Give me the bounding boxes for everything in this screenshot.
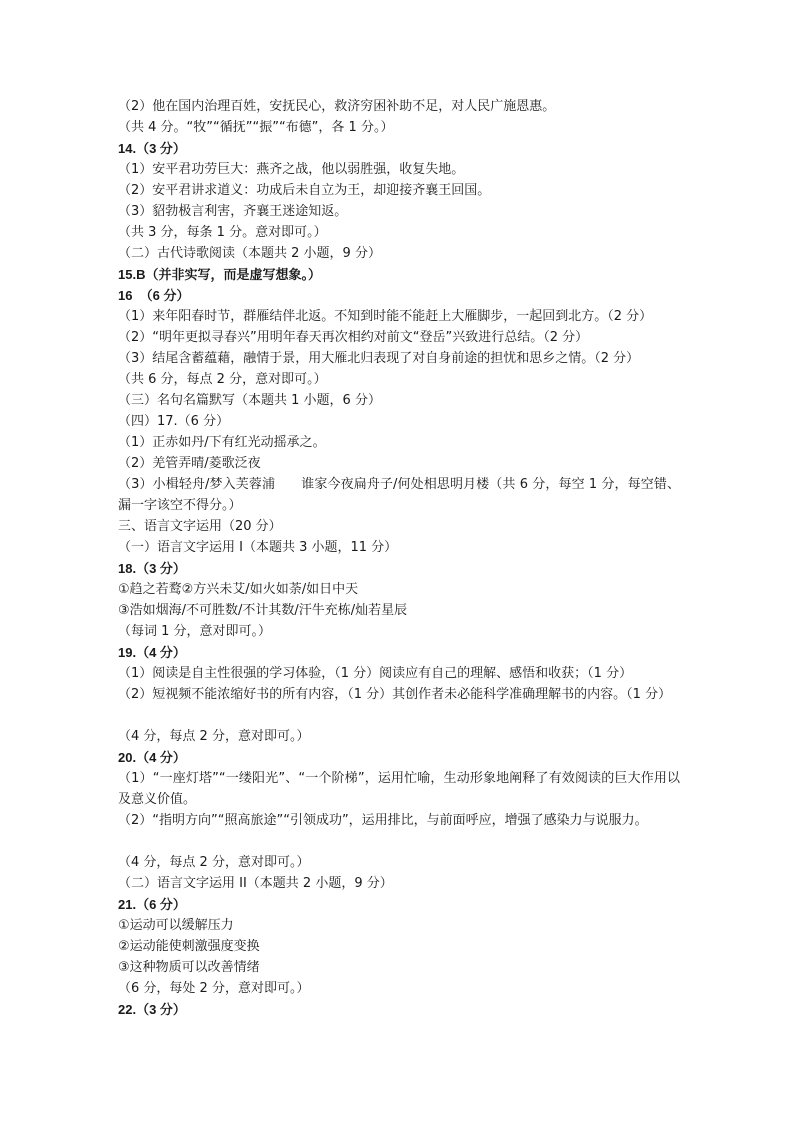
section-recitation-heading: （三）名句名篇默写（本题共 1 小题，6 分） [118, 393, 381, 408]
answer-13-2-translation: （2）他在国内治理百姓，安抚民心，救济穷困补助不足，对人民广施恩惠。 [118, 99, 556, 114]
answer-14-scoring-note: （共 3 分，每条 1 分。意对即可。） [118, 225, 327, 240]
answer-17-3: （3）小楫轻舟/梦入芙蓉浦 谁家今夜扁舟子/何处相思明月楼（共 6 分，每空 1 分，每空错、漏一字该空不得分。） [118, 477, 680, 513]
answer-18-idioms-1: ①趋之若鹜②方兴未艾/如火如荼/如日中天 [118, 582, 359, 597]
answer-13-scoring-note: （共 4 分。“牧”“循抚”“振”“布德”，各 1 分。） [118, 120, 394, 135]
answer-18-scoring-note: （每词 1 分，意对即可。） [118, 624, 272, 639]
answer-19-point-2: （2）短视频不能浓缩好书的所有内容，（1 分）其创作者未必能科学准确理解书的内容。（1 分） [118, 687, 672, 702]
answer-17-2: （2）羌管弄晴/菱歌泛夜 [118, 456, 261, 471]
answer-19-point-1: （1）阅读是自主性很强的学习体验，（1 分）阅读应有自己的理解、感悟和收获；（1 分） [118, 666, 633, 681]
question-17-header: （四）17.（6 分） [118, 414, 230, 429]
answer-16-point-1: （1）来年阳春时节，群雁结伴北返。不知到时能不能赶上大雁脚步，一起回到北方。（2 分） [118, 309, 653, 324]
answer-17-1: （1）正赤如丹/下有红光动摇承之。 [118, 435, 326, 450]
question-21-header: 21.（6 分） [118, 897, 186, 912]
answer-20-point-2: （2）“指明方向”“照高旅途”“引领成功”，运用排比，与前面呼应，增强了感染力与说服力。 [118, 813, 648, 828]
section-language-use-1-heading: （一）语言文字运用 I（本题共 3 小题，11 分） [118, 540, 398, 555]
answer-19-scoring-note: （4 分，每点 2 分，意对即可。） [118, 729, 310, 744]
answer-21-item-1: ①运动可以缓解压力 [118, 918, 234, 933]
answer-21-item-2: ②运动能使刺激强度变换 [118, 939, 260, 954]
answer-14-point-1: （1）安平君功劳巨大：燕齐之战，他以弱胜强，收复失地。 [118, 162, 465, 177]
answer-21-item-3: ③这种物质可以改善情绪 [118, 960, 260, 975]
question-20-header: 20.（4 分） [118, 750, 186, 765]
answer-14-point-3: （3）貂勃极言利害，齐襄王迷途知返。 [118, 204, 348, 219]
answer-20-point-1: （1）“一座灯塔”“一缕阳光”、“一个阶梯”，运用忙喻，生动形象地阐释了有效阅读的巨大作用以及意义价值。 [118, 771, 680, 807]
question-16-header: 16 （6 分） [118, 288, 190, 303]
section-language-use-2-heading: （二）语言文字运用 II（本题共 2 小题，9 分） [118, 876, 393, 891]
question-18-header: 18.（3 分） [118, 561, 186, 576]
section-poetry-heading: （二）古代诗歌阅读（本题共 2 小题，9 分） [118, 246, 381, 261]
answer-20-scoring-note: （4 分，每点 2 分，意对即可。） [118, 855, 310, 870]
question-14-header: 14.（3 分） [118, 141, 186, 156]
question-22-header: 22.（3 分） [118, 1002, 186, 1017]
answer-14-point-2: （2）安平君讲求道义：功成后未自立为王，却迎接齐襄王回国。 [118, 183, 491, 198]
answer-18-idioms-2: ③浩如烟海/不可胜数/不计其数/汗牛充栋/灿若星辰 [118, 603, 408, 618]
answer-16-scoring-note: （共 6 分，每点 2 分，意对即可。） [118, 372, 327, 387]
answer-16-point-2: （2）“明年更拟寻春兴”用明年春天再次相约对前文“登岳”兴致进行总结。（2 分） [118, 330, 589, 345]
section-language-use-heading: 三、语言文字运用（20 分） [118, 519, 282, 534]
question-19-header: 19.（4 分） [118, 645, 186, 660]
answer-15: 15.B（并非实写，而是虚写想象。） [118, 267, 321, 282]
answer-21-scoring-note: （6 分，每处 2 分，意对即可。） [118, 981, 310, 996]
answer-16-point-3: （3）结尾含蓄蕴藉，融情于景，用大雁北归表现了对自身前途的担忧和思乡之情。（2 分） [118, 351, 640, 366]
